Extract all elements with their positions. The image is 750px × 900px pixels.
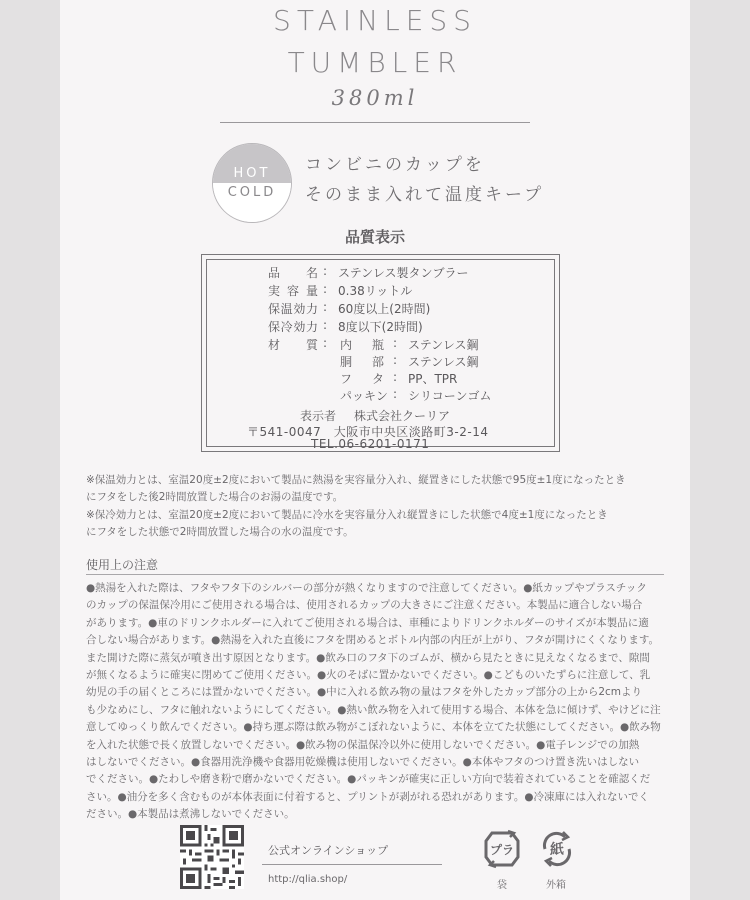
spec-colon: : bbox=[323, 318, 328, 332]
material-value-gasket: シリコーンゴム bbox=[408, 389, 492, 403]
usage-line: 意してゆっくり飲んでください。●持ち運ぶ際は飲み物がこぼれないように、本体を立てた状態にしてください。●飲み物 bbox=[86, 721, 661, 734]
paper-recycle-caption: 外箱 bbox=[546, 880, 566, 891]
usage-line: を入れた状態で長く放置しないでください。●飲み物の保温保冷以外に使用しないでください。●電子レンジでの加熱 bbox=[86, 738, 640, 751]
official-shop-label: 公式オンラインショップ bbox=[268, 844, 389, 857]
product-capacity: 380ml bbox=[331, 86, 419, 110]
paper-recycle-mark: 紙 bbox=[550, 842, 564, 858]
quality-heading: 品質表示 bbox=[344, 228, 405, 246]
note-line: にフタをした状態で2時間放置した場合の水の温度です。 bbox=[86, 526, 354, 538]
usage-heading: 使用上の注意 bbox=[86, 558, 159, 572]
usage-line: が無くなるように確実に閉めてご使用ください。●火のそばに置かないでください。●こどものいたずらに注意して、乳 bbox=[86, 669, 651, 681]
spec-colon: : bbox=[323, 264, 328, 278]
usage-line: ださい。●本製品は煮沸しないでください。 bbox=[86, 808, 295, 821]
material-value-body: ステンレス鋼 bbox=[408, 355, 479, 369]
material-part-lid: フタ bbox=[340, 372, 384, 386]
spec-colon: : bbox=[393, 370, 398, 384]
qr-code-icon[interactable] bbox=[180, 825, 244, 889]
note-line: にフタをした後2時間放置した場合のお湯の温度です。 bbox=[86, 491, 344, 503]
plastic-recycle-mark: プラ bbox=[489, 843, 515, 857]
shop-divider bbox=[262, 864, 442, 865]
badge-hot: HOT bbox=[213, 144, 291, 183]
material-part-body: 胴部 bbox=[340, 355, 384, 369]
usage-line: 幼児の手の届くところには置かないでください。●中に入れる飲み物の量はフタを外したカップ部分の上から2cmより bbox=[86, 686, 643, 699]
spec-label-cold-retention: 保冷効力 bbox=[268, 320, 318, 334]
tagline-line2: そのまま入れて温度キープ bbox=[305, 185, 545, 205]
badge-cold: COLD bbox=[213, 183, 291, 222]
product-title-line2: TUMBLER bbox=[287, 46, 463, 79]
spec-colon: : bbox=[323, 336, 328, 350]
material-part-gasket: パッキン bbox=[340, 389, 388, 403]
usage-line: があります。●車のドリンクホルダーに入れてご使用される場合は、車種によりドリンクホルダーのサイズが本製品に適 bbox=[86, 616, 649, 629]
usage-line: も少なめにし、フタに触れないようにしてください。●熱い飲み物を入れて使用する場合、本体を急に傾けず、やけどに注 bbox=[86, 703, 661, 716]
spec-value-name: ステンレス製タンブラー bbox=[338, 266, 469, 280]
usage-line: また開けた際に蒸気が噴き出す原因となります。●飲み口のフタ下のゴムが、横から見たときに見えなくなるまで、隙間 bbox=[86, 651, 650, 664]
usage-divider bbox=[86, 574, 664, 575]
spec-value-cold-retention: 8度以下(2時間) bbox=[338, 320, 423, 334]
usage-line: はしないでください。●食器用洗浄機や食器用乾燥機は使用しないでください。●本体やフタのつけ置き洗いはしない bbox=[86, 756, 640, 768]
spec-colon: : bbox=[393, 353, 398, 367]
usage-line: 合しない場合があります。●熱湯を入れた直後にフタを閉めるとボトル内部の内圧が上がり、フタが開けにくくなります。 bbox=[86, 634, 660, 647]
usage-line: ●熱湯を入れた際は、フタやフタ下のシルバーの部分が熱くなりますので注意してください。●紙カップやプラスチック bbox=[86, 582, 647, 594]
spec-colon: : bbox=[323, 282, 328, 296]
labeler-tel: TEL.06-6201-0171 bbox=[311, 437, 430, 451]
material-value-lid: PP、TPR bbox=[408, 372, 458, 386]
usage-line: でください。●たわしや磨き粉で磨かないでください。●パッキンが確実に正しい方向で装着されていることを確認くだ bbox=[86, 773, 651, 786]
labeler-address: 〒541-0047 大阪市中央区淡路町3-2-14 bbox=[247, 425, 489, 439]
paper-recycle-icon bbox=[537, 827, 577, 871]
labeler-company: 株式会社クーリア bbox=[354, 409, 451, 423]
spec-label-material: 材質 bbox=[268, 338, 318, 352]
official-shop-url[interactable]: http://qlia.shop/ bbox=[268, 874, 348, 885]
title-divider bbox=[220, 122, 530, 123]
spec-label-name: 品名 bbox=[268, 266, 318, 280]
material-value-inner: ステンレス鋼 bbox=[408, 338, 479, 352]
plastic-recycle-icon bbox=[482, 827, 522, 871]
spec-colon: : bbox=[393, 336, 398, 350]
spec-label-heat-retention: 保温効力 bbox=[268, 302, 318, 316]
tagline-line1: コンビニのカップを bbox=[305, 155, 485, 175]
spec-value-capacity: 0.38リットル bbox=[338, 284, 413, 298]
usage-line: のカップの保温保冷用にご使用される場合は、使用されるカップの大きさにご注意ください。本製品に適合しない場合 bbox=[86, 599, 643, 612]
spec-value-heat-retention: 60度以上(2時間) bbox=[338, 302, 431, 316]
product-title-line1: STAINLESS bbox=[273, 4, 477, 37]
note-line: ※保冷効力とは、室温20度±2度において製品に冷水を実容量分入れ縦置きにした状態で4度±1度になったとき bbox=[86, 509, 608, 521]
hot-cold-badge bbox=[212, 143, 292, 223]
spec-colon: : bbox=[393, 387, 398, 401]
spec-colon: : bbox=[323, 300, 328, 314]
usage-line: さい。●油分を多く含むものが本体表面に付着すると、プリントが剥がれる恐れがあります。●冷凍庫には入れないでく bbox=[86, 790, 650, 803]
material-part-inner: 内瓶 bbox=[340, 338, 384, 352]
spec-label-capacity: 実容量 bbox=[268, 284, 318, 298]
labeler-label: 表示者 bbox=[300, 409, 337, 423]
note-line: ※保温効力とは、室温20度±2度において製品に熱湯を実容量分入れ、縦置きにした状態で95度±1度になったとき bbox=[86, 474, 626, 486]
plastic-recycle-caption: 袋 bbox=[497, 880, 507, 891]
